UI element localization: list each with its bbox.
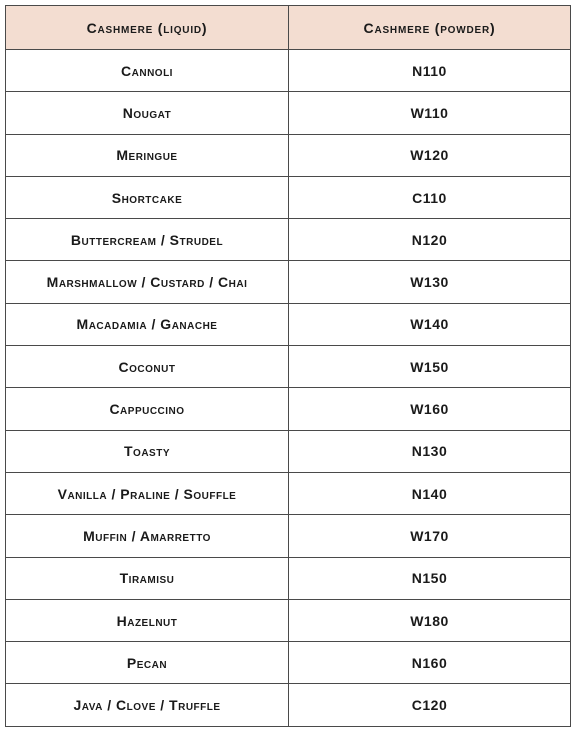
table-row — [6, 557, 571, 599]
table-row — [6, 642, 571, 684]
powder-shade-cell: W140 — [289, 303, 571, 345]
table-row — [6, 472, 571, 514]
liquid-shade-cell: Tiramisu — [6, 557, 289, 599]
powder-shade-cell: W150 — [289, 346, 571, 388]
liquid-shade-cell: Hazelnut — [6, 599, 289, 641]
liquid-shade-cell: Vanilla / Praline / Souffle — [6, 472, 289, 514]
liquid-shade-cell: Toasty — [6, 430, 289, 472]
table-row — [6, 92, 571, 134]
liquid-shade-cell: Buttercream / Strudel — [6, 219, 289, 261]
powder-shade-cell: N110 — [289, 50, 571, 92]
liquid-shade-cell: Pecan — [6, 642, 289, 684]
liquid-shade-cell: Shortcake — [6, 176, 289, 218]
liquid-shade-cell: Meringue — [6, 134, 289, 176]
table-row — [6, 515, 571, 557]
powder-shade-cell: C110 — [289, 176, 571, 218]
liquid-shade-cell: Cannoli — [6, 50, 289, 92]
table-row — [6, 219, 571, 261]
powder-shade-cell: W160 — [289, 388, 571, 430]
powder-shade-cell: W130 — [289, 261, 571, 303]
header-row — [6, 6, 571, 50]
table-row — [6, 261, 571, 303]
liquid-shade-cell: Marshmallow / Custard / Chai — [6, 261, 289, 303]
powder-shade-cell: N150 — [289, 557, 571, 599]
table-body — [6, 50, 571, 727]
table-row — [6, 303, 571, 345]
table-row — [6, 599, 571, 641]
powder-shade-cell: N120 — [289, 219, 571, 261]
powder-shade-cell: N130 — [289, 430, 571, 472]
table-row — [6, 176, 571, 218]
table-row — [6, 134, 571, 176]
powder-shade-cell: C120 — [289, 684, 571, 726]
powder-shade-cell: W120 — [289, 134, 571, 176]
liquid-shade-cell: Cappuccino — [6, 388, 289, 430]
liquid-shade-cell: Java / Clove / Truffle — [6, 684, 289, 726]
liquid-shade-cell: Macadamia / Ganache — [6, 303, 289, 345]
table-header — [6, 6, 571, 50]
powder-shade-cell: W110 — [289, 92, 571, 134]
table-row — [6, 346, 571, 388]
liquid-shade-cell: Coconut — [6, 346, 289, 388]
powder-shade-cell: N160 — [289, 642, 571, 684]
table-row — [6, 50, 571, 92]
powder-shade-cell: N140 — [289, 472, 571, 514]
shade-match-table — [5, 5, 571, 727]
powder-shade-cell: W170 — [289, 515, 571, 557]
header-liquid: Cashmere (liquid) — [6, 6, 289, 50]
header-powder: Cashmere (powder) — [289, 6, 571, 50]
liquid-shade-cell: Nougat — [6, 92, 289, 134]
powder-shade-cell: W180 — [289, 599, 571, 641]
table-row — [6, 684, 571, 726]
table-row — [6, 430, 571, 472]
table-row — [6, 388, 571, 430]
liquid-shade-cell: Muffin / Amarretto — [6, 515, 289, 557]
